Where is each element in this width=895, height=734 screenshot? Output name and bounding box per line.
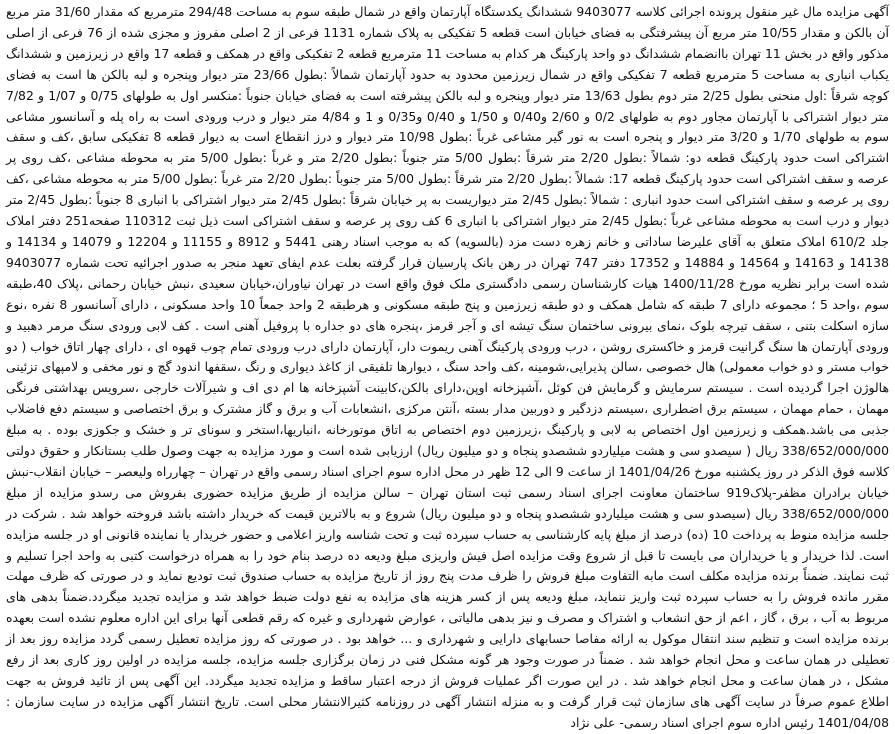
auction-notice-text: آگهی مزایده مال غیر منقول پرونده اجرائی کلاسه 9403077 ششدانگ یکدستگاه آپارتمان واقع در شمال طبقه سوم به مساحت 294/48 مترمربع که مقدار 31/60 متر مربع آن بالکن و مقدار 10/55 متر مربع آن پیشرفتگی به فضای خیابان است قطعه 5 تفکیکی به پلاک شماره 1131 فرعی از 2 اصلی مفروز و مجزی شده از 76 فرعی از اصلی مذکور واقع در بخش 11 تهران باانضمام ششدانگ دو واحد پارکینگ هر کدام به مساحت 11 مترمربع قطعه 2 تفکیکی واقع در همکف و قطعه 17 واقع در زیرزمین و ششدانگ یکباب انباری به مساحت 5 مترمربع قطعه 7 تفکیکی واقع در شمال زیرزمین محدود به حدود آپارتمان شمالاً :بطول 23/66 متر دیوار وپنجره و لبه بالکن ها است به فضای کوچه شرقاً :اول منحنی بطول 2/25 متر دوم بطول 13/63 متر دیوار وپنجره و لبه بالکن پیشرفته است به فضای خیابان جنوباً :منکسر اول به طولهای 0/75 و 1/07 و 7/82 متر دیوار اشتراکی با آپارتمان مجاور دوم به طولهای 0/2 و 2/60 و0/40 و 1/50 و 0/40 و0/35 و 1 و 4/84 متر دیوار و درب ورودی است به راه پله و آسانسور مشاعی سوم به طولهای 1/70 و 3/20 متر دیوار و پنجره است به نور گیر مشاعی غرباً :بطول 10/98 متر دیوار و درز انقطاع است به دیوار قطعه 8 تفکیکی سابق ،کف و سقف اشتراکی است حدود پارکینگ قطعه دو: شمالاً :بطول 2/20 متر شرقاً :بطول 5/00 متر جنوباً :بطول 2/20 متر و غرباً :بطول 5/00 متر به محوطه مشاعی ،کف روی پر عرصه و سقف اشتراکی است حدود پارکینگ قطعه 17: شمالاً :بطول 2/20 متر شرقاً :بطول 5/00 متر جنوباً :بطول 2/20 متر غرباً :بطول 5/00 متر به محوطه مشاعی ،کف روی پر عرصه و سقف اشتراکی است حدود انباری : شمالاً :بطول 2/45 متر دیواریست به پر خیابان شرقاً :بطول 2/45 متر دیوار اشتراکی با انباری 8 جنوباً :بطول 2/45 متر دیوار و درب است به محوطه مشاعی غرباً :بطول 2/45 متر دیوار اشتراکی با انباری 6 کف روی پر عرصه و سقف اشتراکی است ذیل ثبت 110312 صفحه251 دفتر املاک جلد 610/2 املاک متعلق به آقای علیرضا ساداتی و خانم زهره دست مزد (بالسویه) که به موجب اسناد رهنی 5441 و 8912 و 11155 و 12204 و 14079 و 14134 و 14138 و 14163 و 14564 و 14884 و 17352 دفتر 747 تهران در رهن بانک پارسیان قرار گرفته بعلت عدم ایفای تعهد منجر به صدور اجرائیه تحت شماره 9403077 شده است برابر نظریه مورخ 1400/11/28 هیات کارشناسان رسمی دادگستری ملک فوق واقع است در تهران نیاوران،خیابان سعیدی ،نبش خیابان رحمانی ،پلاک 40،طبقه سوم ،واحد 5 ؛ مجموعه دارای 7 طبقه که شامل همکف و دو طبقه زیرزمین و پنج طبقه مسکونی و هرطبقه 2 واحد جمعاً 10 واحد مسکونی ، دارای آسانسور 8 نفره ،نوع سازه اسکلت بتنی ، سقف تیرچه بلوک ،نمای بیرونی ساختمان سنگ تیشه ای و آجر قرمز ،پنجره های دو جداره با پروفیل آهنی است . کف لابی ورودی سنگ مرمر دهبید و ورودی آپارتمان ها سنگ گرانیت قرمز و خاکستری روشن ، درب ورودی پارکینگ آهنی ریموت دار، آپارتمان دارای درب ورودی تمام چوب قهوه ای ، دارای چهار اتاق خواب ( دو خواب مستر و دو خواب معمولی) هال خصوصی ،سالن پذیرایی،شومینه ،کف واحد سنگ ، دیوارها تلفیقی از کاغذ دیواری و رنگ ،سقفها اندود گچ و نور مخفی و لامپهای تزئینی هالوژن اجرا گردیده است . سیستم سرمایش و گرمایش فن کوئل ،آشپزخانه اوپن،دارای بالکن،کابینت آشپزخانه ها ام دی اف و شیرآلات خارجی ،سرویس بهداشتی فرنگی مهمان ، حمام مهمان ، سیستم برق اضطراری ،سیستم دزدگیر و دوربین مدار بسته ،آنتن مرکزی ،انشعابات آب و برق و گاز مشترک و برق اختصاصی و سیستم دفع فاضلاب جذبی می باشد.همکف و زیرزمین اول اختصاص به لابی و پارکینگ ،زیرزمین دوم اختصاص به اتاق موتورخانه ،انباریها،استخر و سونای تر و خشک و جکوزی بوده . به مبلغ 338/652/000/000 ریال ( سیصدو سی و هشت میلیاردو ششصدو پنجاه و دو میلیون ریال) ارزیابی شده است و مورد مزایده به جهت وصول طلب بستانکار و حقوق دولتی کلاسه فوق الذکر در روز یکشنبه مورخ 1401/04/26 از ساعت 9 الی 12 ظهر در محل اداره سوم اجرای اسناد رسمی واقع در تهران – چهارراه ولیعصر – خیابان انقلاب-نبش خیابان برادران مظفر-پلاک919 ساختمان معاونت اجرای اسناد رسمی ثبت استان تهران – سالن مزایده از طریق مزایده حضوری بفروش می رسدو مزایده از مبلغ 338/652/000/000 ریال (سیصدو سی و هشت میلیاردو ششصدو پنجاه و دو میلیون ریال) شروع و به بالاترین قیمت که خریدار داشته باشد فروخته خواهد شد . شرکت در جلسه مزایده منوط به پرداخت 10 (ده) درصد از مبلغ پایه کارشناسی به حساب سپرده ثبت و تحت شناسه واریز اعلامی و حضور خریدار یا نماینده قانونی او در جلسه مزایده است. لذا خریدار و یا خریداران می بایست تا قبل از شروع وقت مزایده اصل فیش واریزی مبلغ ودیعه ده درصد بنام خود را به همراه درخواست کتبی به واحد اجرا تسلیم و ثبت نمایند. ضمناً برنده مزایده مکلف است مابه التفاوت مبلغ فروش را ظرف مدت پنج روز از تاریخ مزایده به حساب صندوق ثبت تودیع نماید و در صورتی که ظرف مهلت مقرر مانده فروش را به حساب سپرده ثبت واریز ننماید، مبلغ ودیعه پس از کسر هزینه های مزایده به نفع دولت ضبط خواهد شد و مزایده تجدید میگردد.ضمناً بدهی های مربوط به آب ، برق ، گاز ، اعم از حق انشعاب و اشتراک و مصرف و نیز بدهی مالیاتی ، عوارض شهرداری و غیره که رقم قطعی آنها برای این اداره معلوم نشده است بعهده برنده مزایده است و تنظیم سند انتقال موکول به ارائه مفاصا حسابهای دارایی و شهرداری و ... خواهد بود . در صورتی که روز مزایده تعطیل رسمی گردد مزایده روز بعد از تعطیلی در همان ساعت و محل انجام خواهد شد . ضمناً در صورت وجود هر گونه مشکل فنی در زمان برگزاری جلسه مزایده، جلسه مزایده در اولین روز کاری بعد از رفع مشکل ، در همان ساعت و محل انجام خواهد شد . در این صورت اگر عملیات فروش از درجه اعتبار ساقط و مزایده تجدید میگردد. این آگهی پس از تائید فروش به جهت اطلاع عموم صرفاً در سایت آگهی های سازمان ثبت قرار گرفت و به منزله انتشار آگهی در روزنامه کثیرالانتشار محلی است. تاریخ انتشار آگهی مزایده در سایت سازمان : 1401/04/08 رئیس اداره سوم اجرای اسناد رسمی- علی نژاد (6, 4, 890, 730)
